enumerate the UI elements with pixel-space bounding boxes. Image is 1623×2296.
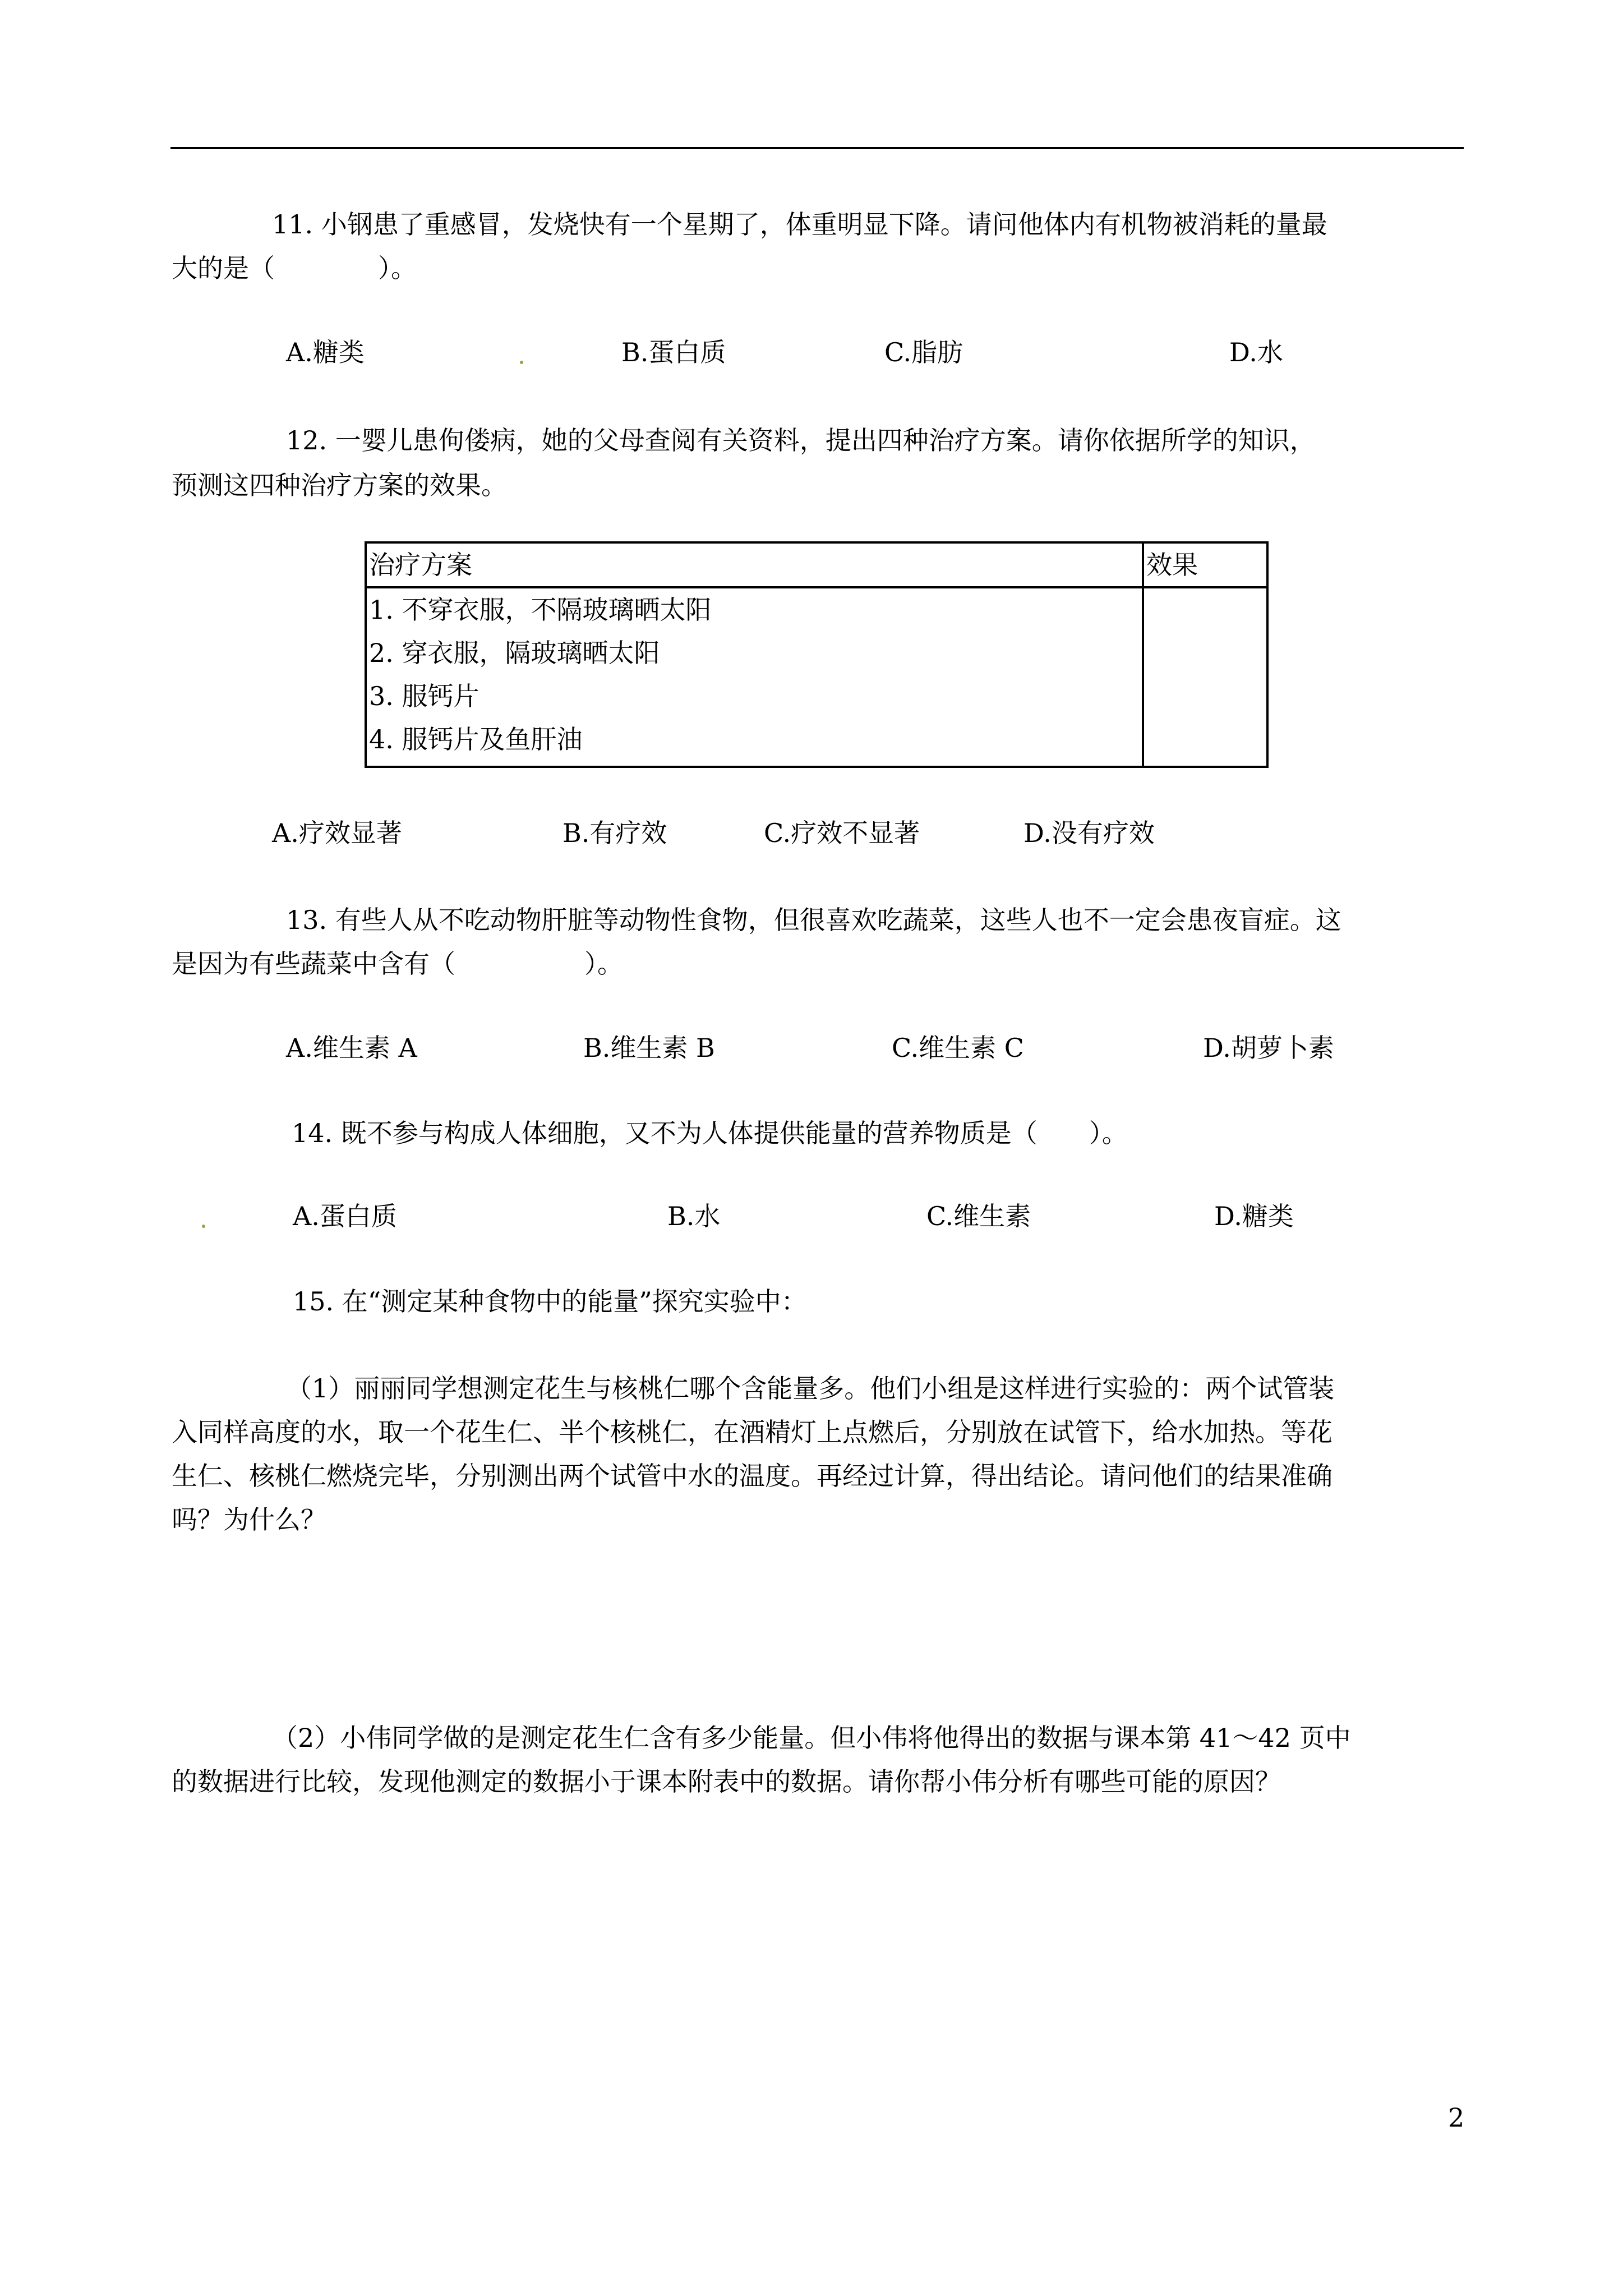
q11-option-a: A.糖类 [286,337,365,367]
table-row: 4. 服钙片及鱼肝油 [369,724,583,754]
treatment-plan-table [365,541,1269,768]
q14-text-line1: 14. 既不参与构成人体细胞，又不为人体提供能量的营养物质是（ ）。 [292,1118,1128,1148]
q13-option-c: C.维生素 C [892,1033,1024,1063]
q14-option-c: C.维生素 [926,1201,1031,1231]
q15-part1-line4: 吗？为什么？ [172,1504,326,1535]
q14-option-a: A.蛋白质 [293,1201,397,1231]
table-row: 2. 穿衣服，隔玻璃晒太阳 [369,638,660,668]
q12-option-a: A.疗效显著 [272,818,402,848]
q15-part2-line1: （2）小伟同学做的是测定花生仁含有多少能量。但小伟将他得出的数据与课本第 41～42 页中 [272,1723,1351,1753]
page-number: 2 [1448,2102,1465,2133]
table-header-effect: 效果 [1143,542,1267,587]
q11-option-d: D.水 [1229,337,1283,367]
table-header-plan: 治疗方案 [366,542,1143,587]
table-row: 1. 不穿衣服，不隔玻璃晒太阳 [369,595,712,625]
q15-part1-line2: 入同样高度的水，取一个花生仁、半个核桃仁，在酒精灯上点燃后，分别放在试管下，给水加热。等花 [172,1417,1332,1447]
q11-text-line1: 11. 小钢患了重感冒，发烧快有一个星期了，体重明显下降。请问他体内有机物被消耗的量最 [272,209,1327,240]
q12-text-line2: 预测这四种治疗方案的效果。 [172,470,507,500]
q15-part2-line2: 的数据进行比较，发现他测定的数据小于课本附表中的数据。请你帮小伟分析有哪些可能的原因？ [172,1766,1281,1797]
table-row: 3. 服钙片 [369,681,479,711]
q14-option-b: B.水 [667,1201,721,1231]
header-rule [170,147,1464,149]
table-effect-cell [1143,587,1267,767]
q13-option-a: A.维生素 A [286,1033,417,1063]
stray-dot [202,1225,205,1228]
q11-option-b: B.蛋白质 [621,337,726,367]
q15-intro: 15. 在“测定某种食物中的能量”探究实验中： [293,1286,807,1317]
q13-option-b: B.维生素 B [583,1033,715,1063]
q11-text-line2: 大的是（ ）。 [172,253,417,283]
q15-part1-line3: 生仁、核桃仁燃烧完毕，分别测出两个试管中水的温度。再经过计算，得出结论。请问他们的结果准确 [172,1461,1332,1491]
q12-option-b: B.有疗效 [562,818,667,848]
q11-option-c: C.脂肪 [884,337,963,367]
q12-option-c: C.疗效不显著 [764,818,920,848]
q15-part1-line1: （1）丽丽同学想测定花生与核桃仁哪个含能量多。他们小组是这样进行实验的：两个试管装 [286,1373,1335,1404]
q13-text-line2: 是因为有些蔬菜中含有（ ）。 [172,949,623,979]
q13-text-line1: 13. 有些人从不吃动物肝脏等动物性食物，但很喜欢吃蔬菜，这些人也不一定会患夜盲症。这 [286,905,1341,935]
stray-dot [520,361,523,364]
q14-option-d: D.糖类 [1214,1201,1294,1231]
table-plan-items [366,587,1143,767]
q12-option-d: D.没有疗效 [1023,818,1155,848]
q13-option-d: D.胡萝卜素 [1203,1033,1334,1063]
q12-text-line1: 12. 一婴儿患佝偻病，她的父母查阅有关资料，提出四种治疗方案。请你依据所学的知识， [286,425,1316,455]
